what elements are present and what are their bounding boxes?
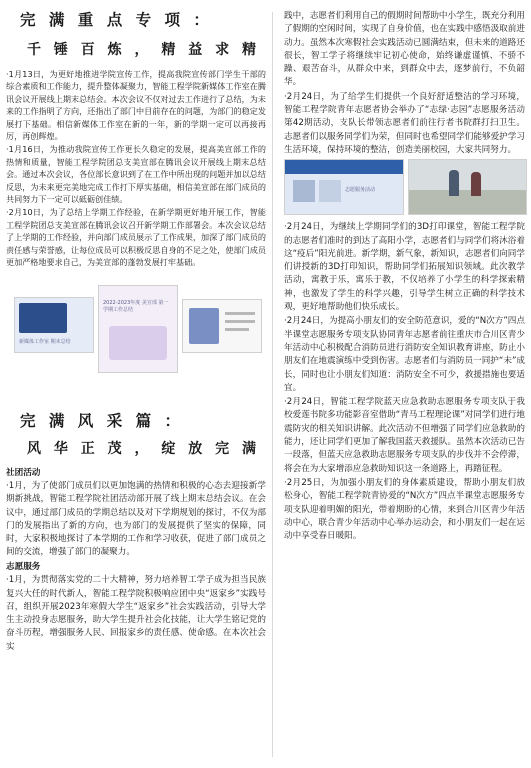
paragraph-feb25-sports-meet: ·2月25日，为加强小朋友们的身体素质建设，帮助小朋友们放松身心，智能工程学院青协爱的“N次方”四点半课堂志愿服务专项支队迎着明媚的阳光，带着期盼的心情，来到合川区青少年活动中心，联合青少年活动中心举办运动会，和小朋友们一起在运动中享受春日暖阳。 (284, 477, 525, 542)
section-subtitle-key-projects: 千 锤 百 炼 ， 精 益 求 精 (27, 42, 260, 58)
photo-caption: 志愿服务活动 (345, 187, 376, 194)
column-divider (272, 12, 273, 757)
paragraph-feb24-blue-sky-rescue: ·2月24日，智能工程学院蓝天应急救助志愿服务专项支队于我校爱莲书院多功能影音室借助“青马工程理论课”对同学们进行地震防灾的相关知识讲解。此次活动不但增强了同学们应急救助的能力，还让同学们更加了解我国蓝天救援队。虽然本次活动已告一段落，但蓝天应急救助志愿服务专项支队的步伐并不会停滞，将会在为大家增添应急救助知识这一条道路上，再踏征程。 (284, 397, 525, 474)
paragraph-feb10: ·2月10日，为了总结上学期工作经验，在新学期更好地开展工作，智能工程学院团总支美宣部在腾讯会议召开新学期工作部署会。本次会议总结了上学期的工作经验，并向部门成员展示了工作成果，加深了部门成员的责任感与荣誉感，让每位成员可以积极反思自身的不足之处，使部门成员更加严格地要求自己，为美宣部的蓬勃发展打牢基础。 (6, 207, 266, 268)
paragraph-volunteer-jan: ·1月，为贯彻落实党的二十大精神，努力培养智工学子成为担当民族复兴大任的时代新人，智能工程学院积极响应团中央“返家乡”实践号召，组织开展2023年寒假大学生“返家乡”社会实践活动，引导大学生主动投身志愿服务，助大学生提升社会化技能，让大学生铭记党的奋斗历程，增强服务人民、回报家乡的责任感、使命感。在本次社会实 (6, 575, 266, 652)
right-column (284, 10, 525, 544)
photo-row (284, 159, 525, 215)
paragraph-jan13: ·1月13日，为更好地推进学院宣传工作，提高我院宣传部门学生干部的综合素质和工作能力，提升整体凝聚力，智能工程学院新媒体工作室在腾讯会议开展线上期末总结会。本次会议不仅对过去工作进行了总结，为未来的工作指明了方向，还指出了部门中目前存在的问题，为部门的稳定发展打下基础。相信新媒体工作室在新的一年，新的学期一定可以再接再厉，再创辉煌。 (6, 69, 266, 142)
section-title-style: 完 满 风 采 篇 ： (20, 411, 184, 430)
photo-caption: 2022-2023年度 美宣部 第一学期工作总结 (103, 299, 169, 313)
paragraph-club-jan: ·1月，为了使部门成员们以更加饱满的热情和积极的心态去迎接新学期新挑战，智能工程学院社团活动部开展了线上期末总结会议。在会议中，通过部门成员的学期总结以及对下学期规划的探讨，不仅为部门的发展指出了新的方向，也为部门的发展提供了坚实的保障，同时，大家积极地探讨了本学期的工作和学习收获，促进了部门成员之间的交流，增强了部门的凝聚力。 (6, 481, 266, 558)
heading-volunteer-service: 志愿服务 (6, 561, 41, 572)
paragraph-feb24-cleaning: ·2月24日，为了给学生们提供一个良好舒适整洁的学习环境，智能工程学院青年志愿者协会举办了“志绿·志园”志愿服务活动第42期活动，支队长带领志愿者们前往行者书院群打扫卫生。志愿者们以服务同学们为荣，但同时也希望同学们能够爱护学习生活环境，保持环境的整洁，创造美丽校园，大家共同努力。 (284, 91, 525, 155)
photo-caption: 新媒体工作室 期末总结 (19, 338, 71, 345)
section-subtitle-style: 风 华 正 茂 ， 绽 放 完 满 (27, 440, 260, 457)
section-title-key-projects: 完 满 重 点 专 项 ： (20, 11, 213, 29)
paragraph-jan16: ·1月16日，为推动我院宣传工作更长久稳定的发展，提高美宣部工作的热情和质量，智能工程学院团总支美宣部在腾讯会议开展线上期末总结会。通过本次会议，各位部长意识到了在工作中所出现的问题并加以总结反思，为未来更完美地完成工作打下厚实基础，相信美宣部在部门成员的共同努力下一定可以砥砺创佳绩。 (6, 144, 266, 205)
photo-volunteer-video-call (284, 159, 404, 215)
paragraph-feb24-3d-printing: ·2月24日，为继续上学期同学们的3D打印课堂，智能工程学院的志愿者们准时的到达了高阳小学，志愿者们与同学们将沐浴着这“疫后”阳光前进。新学期，新气象，新知识，志愿者们向同学们讲授新的3D打印知识，帮助同学们拓展知识领域。此次教学活动，寓教于乐，寓乐于教，不仅培养了小学生的科学探索精神，也激发了学生的科学兴趣，引导学生树立正确的科学技术观，更好地帮助他们快乐成长。 (284, 222, 525, 313)
photo-art-dept-summary (98, 285, 178, 373)
paragraph-social-practice-cont: 践中，志愿者们利用自己的假期时间帮助中小学生，既充分利用了假期的空闲时间，实现了自身价值，也在实践中感悟汲取前进动力。虽然本次寒假社会实践活动已圆满结束，但未来的道路还很长，智工学子将继续牢记初心使命，始终谦虚谨慎、不骄不躁、艰苦奋斗，从群众中来，到群众中去，逐梦前行，不负韶华。 (284, 11, 525, 88)
photo-planning-meeting (182, 299, 262, 353)
paragraph-feb24-fire-safety: ·2月24日，为提高小朋友们的安全防范意识，爱的“N次方”四点半课堂志愿服务专项支队协同青年志愿者前往重庆市合川区青少年活动中心积极配合消防员进行消防安全知识教育讲座，防止小朋友们在地震演练中受到伤害。志愿者们与消防员一同护“未”成长，同时也让小朋友们知道：消防安全不可少，救援措施也要适宜。 (284, 316, 525, 393)
left-column (6, 0, 266, 655)
photo-new-media-summary (14, 297, 94, 353)
heading-club-activities: 社团活动 (6, 467, 41, 478)
photo-collage (6, 275, 266, 383)
photo-campus-cleaning (408, 159, 527, 215)
